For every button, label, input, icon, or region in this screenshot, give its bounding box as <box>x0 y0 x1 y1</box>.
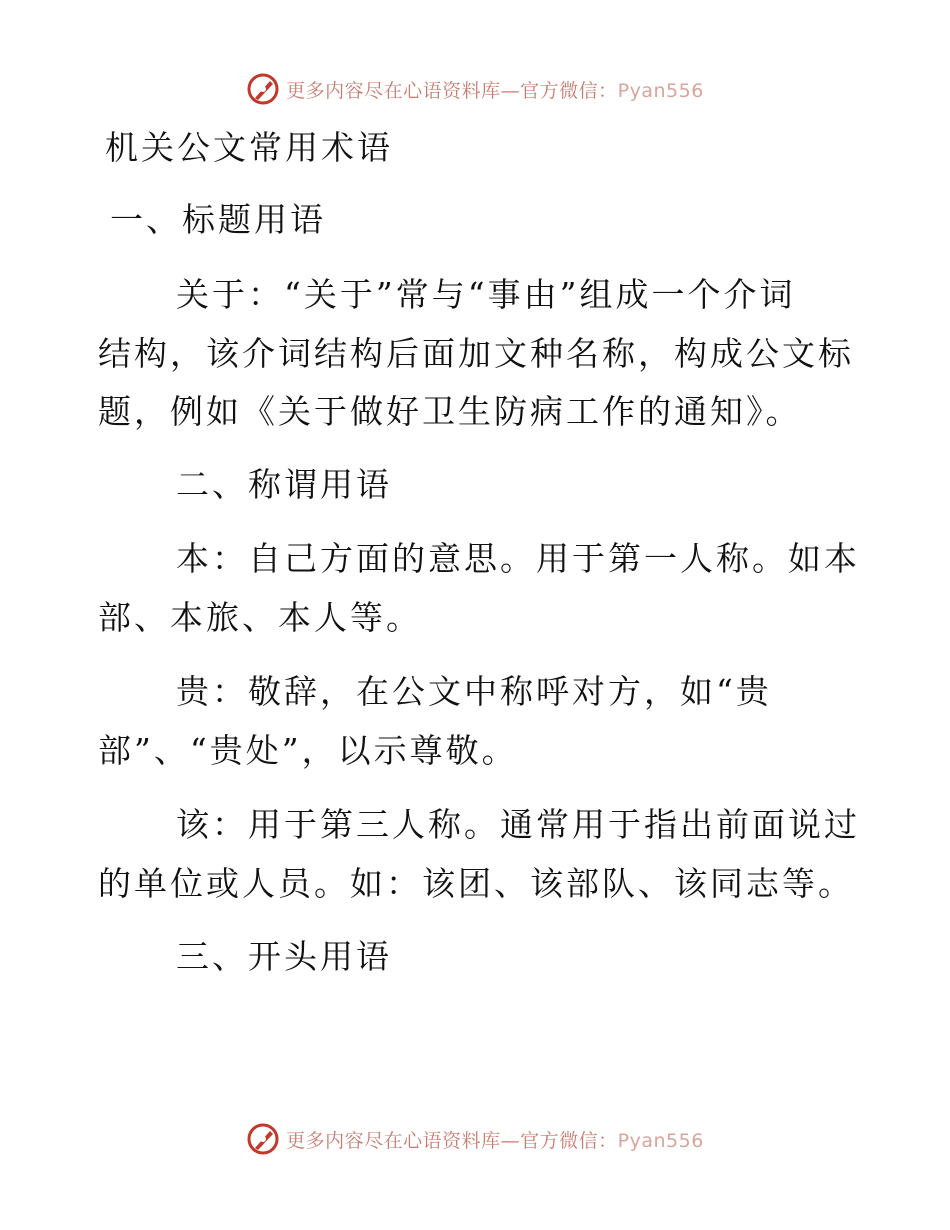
paragraph-line: 的单位或人员。如：该团、该部队、该同志等。 <box>98 864 854 903</box>
quill-logo-icon <box>246 1122 280 1156</box>
watermark-text: 更多内容尽在心语资料库—官方微信：Pyan556 <box>286 79 704 102</box>
paragraph-line: 本：自己方面的意思。用于第一人称。如本 <box>176 539 860 578</box>
header-watermark <box>0 72 950 106</box>
section-heading-3: 三、开头用语 <box>176 937 392 976</box>
footer-watermark <box>0 1122 950 1156</box>
paragraph-line: 贵：敬辞，在公文中称呼对方，如“贵 <box>176 672 772 711</box>
section-heading-1: 一、标题用语 <box>110 200 326 239</box>
document-title: 机关公文常用术语 <box>105 128 393 167</box>
section-heading-2: 二、称谓用语 <box>176 465 392 504</box>
paragraph-line: 部”、“贵处”，以示尊敬。 <box>98 731 518 770</box>
paragraph-line: 结构，该介词结构后面加文种名称，构成公文标 <box>98 334 854 373</box>
paragraph-line: 关于：“关于”常与“事由”组成一个介词 <box>176 275 796 314</box>
paragraph-line: 部、本旅、本人等。 <box>98 598 422 637</box>
quill-logo-icon <box>246 72 280 106</box>
paragraph-line: 题，例如《关于做好卫生防病工作的通知》。 <box>98 392 802 431</box>
paragraph-line: 该：用于第三人称。通常用于指出前面说过 <box>176 805 860 844</box>
watermark-text: 更多内容尽在心语资料库—官方微信：Pyan556 <box>286 1129 704 1152</box>
